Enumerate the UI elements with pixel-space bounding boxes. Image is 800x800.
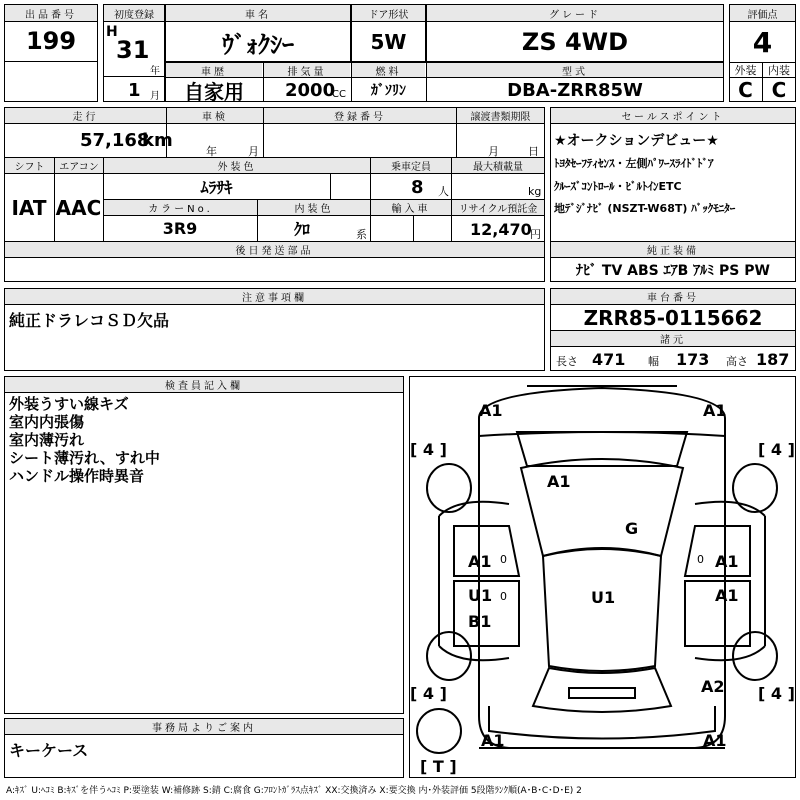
transfer-month-unit: 月 bbox=[488, 145, 499, 158]
equipment-label: 純正装備 bbox=[551, 242, 795, 257]
mark-roof: G bbox=[625, 519, 639, 538]
recycle: 12,470 bbox=[470, 220, 532, 239]
interior-label: 内装 bbox=[768, 64, 790, 77]
door-label: ドア形状 bbox=[352, 5, 425, 21]
displacement-label: 排気量 bbox=[264, 63, 350, 77]
int-color-label: 内装色 bbox=[258, 200, 370, 215]
grade-label: グレード bbox=[427, 5, 723, 21]
caution: 純正ドラレコＳＤ欠品 bbox=[9, 311, 170, 330]
displacement: 2000 bbox=[285, 80, 336, 101]
ext-color: ﾑﾗｻｷ bbox=[200, 178, 233, 197]
shift-label: シフト bbox=[5, 158, 54, 173]
height-label: 高さ bbox=[726, 355, 748, 368]
mark-rear-right-corner: A2 bbox=[701, 677, 725, 696]
reg-year: 31 bbox=[116, 36, 150, 64]
office-label: 事務局よりご案内 bbox=[5, 719, 403, 734]
height: 187 bbox=[756, 350, 790, 369]
lot-number: 199 bbox=[25, 27, 77, 55]
max-load-unit: kg bbox=[528, 185, 542, 198]
exterior-score: C bbox=[738, 78, 753, 102]
int-color: ｸﾛ bbox=[293, 220, 310, 239]
fuel: ｶﾞｿﾘﾝ bbox=[371, 83, 406, 99]
door-type: 5W bbox=[370, 30, 407, 54]
car-diagram bbox=[409, 376, 796, 778]
mark-hood: A1 bbox=[547, 472, 571, 491]
lot-label: 出品番号 bbox=[5, 5, 97, 21]
registration-label: 登録番号 bbox=[264, 108, 456, 123]
history: 自家用 bbox=[184, 79, 244, 104]
history-label: 車歴 bbox=[166, 63, 262, 77]
tire-right-rear: [ 4 ] bbox=[758, 684, 795, 703]
mark-front-left: A1 bbox=[479, 401, 503, 420]
inspector-label: 検査員記入欄 bbox=[5, 377, 403, 392]
shift: IAT bbox=[11, 195, 47, 220]
mileage-unit: km bbox=[142, 130, 173, 151]
exterior-label: 外装 bbox=[734, 64, 757, 77]
aircon: AAC bbox=[55, 195, 102, 220]
color-no: 3R9 bbox=[162, 219, 198, 238]
fuel-label: 燃料 bbox=[352, 63, 425, 77]
office-notice: キーケース bbox=[9, 741, 89, 760]
mark-zero-2: 0 bbox=[697, 553, 704, 566]
year-unit: 年 bbox=[150, 66, 160, 77]
capacity: 8 bbox=[411, 177, 424, 198]
note-4: シート薄汚れ、すれ中 bbox=[9, 449, 160, 467]
mark-left-rear-lower: B1 bbox=[468, 612, 492, 631]
width: 173 bbox=[676, 350, 710, 369]
specs-label: 諸元 bbox=[551, 331, 795, 346]
recycle-unit: 円 bbox=[530, 228, 541, 241]
color-no-label: カラーNo. bbox=[104, 200, 257, 215]
mark-rear-left: A1 bbox=[481, 731, 505, 750]
model: DBA-ZRR85W bbox=[507, 79, 643, 101]
tire-right-front: [ 4 ] bbox=[758, 440, 795, 459]
equipment: ﾅﾋﾞ TV ABS ｴｱB ｱﾙﾐ PS PW bbox=[576, 263, 770, 279]
sales-line-2: ﾄﾖﾀｾｰﾌﾃｨｾﾝｽ・左側ﾊﾟﾜｰｽﾗｲﾄﾞﾄﾞｱ bbox=[554, 157, 714, 170]
era: H bbox=[106, 24, 118, 40]
legend: A:ｷｽﾞ U:ﾍｺﾐ B:ｷｽﾞを伴うﾍｺﾐ P:要塗装 W:補修跡 S:錆 C:腐食 G:ﾌﾛﾝﾄｶﾞﾗｽ点ｷｽﾞ XX:交換済み X:要交換 内･外装評価 5段階ﾗﾝｸ順(A･B･C･D･E) 2 bbox=[6, 786, 582, 796]
mark-left-front-door: A1 bbox=[468, 552, 492, 571]
aircon-label: エアコン bbox=[55, 158, 103, 173]
transfer-label: 譲渡書類期限 bbox=[457, 108, 544, 123]
import-label: 輸入車 bbox=[371, 200, 451, 215]
chassis-label: 車台番号 bbox=[551, 289, 795, 304]
note-5: ハンドル操作時異音 bbox=[9, 467, 145, 485]
note-3: 室内薄汚れ bbox=[9, 431, 85, 449]
later-parts-label: 後日発送部品 bbox=[5, 242, 544, 257]
inspection-month-unit: 月 bbox=[248, 145, 259, 158]
chassis-number: ZRR85-0115662 bbox=[583, 305, 763, 330]
sales-line-4: 地ﾃﾞｼﾞﾅﾋﾞ (NSZT-W68T) ﾊﾞｯｸﾓﾆﾀｰ bbox=[554, 202, 736, 215]
grade: ZS 4WD bbox=[521, 28, 629, 56]
reg-month: 1 bbox=[128, 80, 141, 101]
score: 4 bbox=[752, 25, 773, 59]
mark-front-right: A1 bbox=[703, 401, 727, 420]
mark-zero-3: 0 bbox=[500, 590, 507, 603]
interior-score: C bbox=[771, 78, 787, 102]
model-label: 型式 bbox=[427, 63, 723, 77]
displacement-unit: CC bbox=[332, 89, 346, 100]
mark-left-rear-upper: U1 bbox=[468, 586, 493, 605]
car-name: ｳﾞｫｸｼｰ bbox=[222, 30, 294, 59]
caution-label: 注意事項欄 bbox=[5, 289, 544, 304]
mileage-label: 走行 bbox=[5, 108, 166, 123]
mark-center: U1 bbox=[591, 588, 616, 607]
car-name-label: 車名 bbox=[166, 5, 350, 21]
tire-left-front: [ 4 ] bbox=[410, 440, 447, 459]
length-label: 長さ bbox=[556, 355, 578, 368]
spare-tire: [ T ] bbox=[420, 757, 457, 776]
inspection-year-unit: 年 bbox=[206, 145, 217, 158]
transfer-day-unit: 日 bbox=[528, 145, 539, 158]
mark-right-rear: A1 bbox=[715, 586, 739, 605]
score-label: 評価点 bbox=[730, 5, 795, 21]
length: 471 bbox=[592, 350, 626, 369]
sales-line-3: ｸﾙｰｽﾞｺﾝﾄﾛｰﾙ・ﾋﾞﾙﾄｲﾝETC bbox=[554, 180, 682, 193]
sales-point-label: セールスポイント bbox=[551, 108, 795, 123]
recycle-label: リサイクル預託金 bbox=[452, 200, 544, 215]
width-label: 幅 bbox=[648, 355, 659, 368]
mark-zero-1: 0 bbox=[500, 553, 507, 566]
sales-line-1: ★オークションデビュー★ bbox=[554, 133, 719, 149]
first-reg-label: 初度登録 bbox=[104, 5, 164, 21]
capacity-label: 乗車定員 bbox=[371, 158, 451, 173]
tire-left-rear: [ 4 ] bbox=[410, 684, 447, 703]
note-1: 外装うすい線キズ bbox=[9, 395, 129, 413]
month-unit: 月 bbox=[150, 91, 160, 102]
capacity-unit: 人 bbox=[438, 185, 449, 198]
mark-right-front-door: A1 bbox=[715, 552, 739, 571]
inspection-label: 車検 bbox=[167, 108, 263, 123]
mileage: 57,168 bbox=[80, 130, 150, 151]
ext-color-label: 外装色 bbox=[104, 158, 370, 173]
mark-rear-right: A1 bbox=[703, 731, 727, 750]
max-load-label: 最大積載量 bbox=[452, 158, 544, 173]
note-2: 室内内張傷 bbox=[9, 413, 85, 431]
int-color-unit: 系 bbox=[356, 228, 367, 241]
